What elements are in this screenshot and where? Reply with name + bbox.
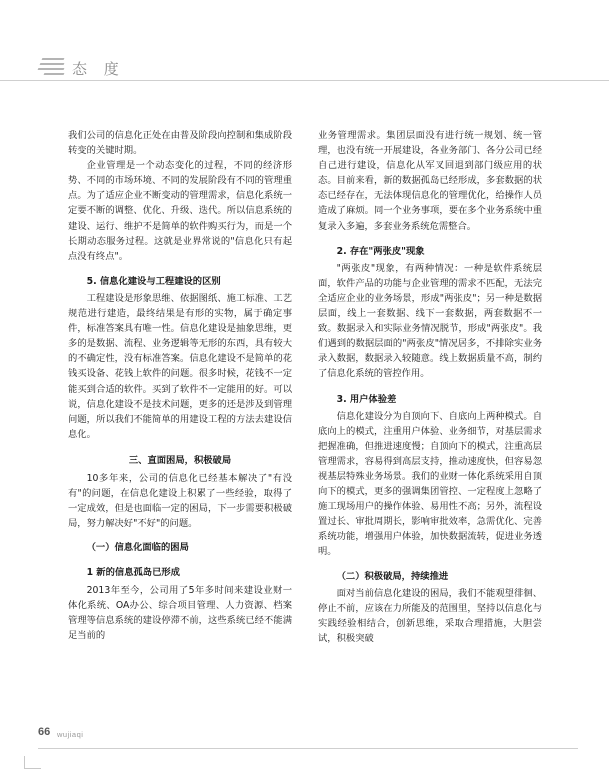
body-paragraph: 信息化建设分为自顶向下、自底向上两种模式。自底向上的模式，注重用户体验、业务细节，对基层需求把握准确，但推进速度慢；自顶向下的模式，注重高层管理需求，容易得到高层支持，推动速度快，但容易忽视基层特殊业务场景。我们的业财一体化系统采用自顶向下的模式，更多的强调集团管控、一定程度上忽略了施工现场用户的操作体验、易用性不高；另外，流程设置过长、审批周期长，影响审批效率，急需优化、完善系统功能，增强用户体验，加快数据流转，促进业务透明。: [318, 410, 542, 558]
body-paragraph: "两张皮"现象，有两种情况：一种是软件系统层面，软件产品的功能与企业管理的需求不匹配，无法完全适应企业的业务场景，形成"两张皮"；另一种是数据层面，线上一套数据、线下一套数据，两套数据不一致。数据录入和实际业务情况脱节，形成"两张皮"。我们遇到的数据层面的"两张皮"情况居多，不排除实业务录入数据，数据录入较随意。线上数据质量不高，制约了信息化系统的管控作用。: [318, 262, 542, 380]
body-paragraph: 5. 信息化建设与工程建设的区别: [86, 275, 221, 287]
page-footer: [38, 726, 578, 750]
header-divider: [0, 80, 609, 81]
stripes-logo-icon: [38, 58, 64, 78]
body-paragraph: 面对当前信息化建设的困局，我们不能观望徘徊、停止不前，应该在力所能及的范围里，坚持以信息化与实践经验相结合，创新思维，采取合理措施，大胆尝试，积极突破: [318, 587, 542, 644]
body-paragraph: 3. 用户体验差: [336, 393, 397, 405]
footer-divider: [38, 748, 578, 749]
page-number: 66: [38, 726, 51, 738]
body-paragraph: （一）信息化面临的困局: [86, 542, 189, 554]
body-paragraph: 1 新的信息孤岛已形成: [86, 567, 180, 579]
body-paragraph: 业务管理需求。集团层面没有进行统一规划、统一管理，也没有统一开展建设，各业务部门、各分公司已经自己进行建设，信息化从军叉回退到部门级应用的状态。目前来看，新的数据孤岛已经形成，多套数据的状态已经存在，无法体现信息化的管理优化，给操作人员造成了麻烦。同一个业务事项，要在多个业务系统中重复录入多遍，多套业务系统危需整合。: [318, 130, 542, 232]
right-text-column: [318, 128, 542, 646]
body-paragraph: 2013年至今，公司用了5年多时间来建设业财一体化系统、OA办公、综合项目管理、人力资源、档案管理等信息系统的建设停滞不前，这些系统已经不能满足当前的: [68, 584, 292, 641]
corner-mark: [24, 756, 41, 769]
left-text-column: [68, 128, 292, 643]
body-paragraph: 10多年来，公司的信息化已经基本解决了"有没有"的问题，在信息化建设上积累了一些经验，取得了一定成效，但是也面临一定的困局，下一步需要积极破局，努力解决好"不好"的问题。: [68, 472, 292, 530]
body-paragraph: 我们公司的信息化正处在由普及阶段向控制和集成阶段转变的关键时期。: [68, 130, 292, 157]
body-paragraph: （二）积极破局，持续推进: [336, 570, 449, 582]
footer-label: wujiaqi: [57, 730, 84, 739]
section-title: 态 度: [72, 60, 125, 78]
body-paragraph: 工程建设是形象思维、依据图纸、施工标准、工艺规范进行建造，最终结果是有形的实物，属于确定事件，标准答案具有唯一性。信息化建设是抽象思维，更多的是数据、流程、业务逻辑等无形的东西，具有较大的不确定性，没有标准答案。信息化建设不是简单的花钱买设备、花钱上软件的问题。很多时候，花钱不一定能买到合适的软件。买到了软件不一定能用的好。可以说，信息化建设不是技术问题，更多的还是涉及到管理问题，所以我们不能简单的用建设工程的方法去建设信息化。: [68, 292, 292, 440]
body-paragraph: 企业管理是一个动态变化的过程，不同的经济形势、不同的市场环境、不同的发展阶段有不同的管理重点。为了适应企业不断变动的管理需求，信息化系统一定要不断的调整、优化、升级、迭代。所以信息系统的建设、运行、维护不是简单的软件购买行为，而是一个长期动态服务过程。这就是业界常说的"信息化只有起点没有终点"。: [68, 160, 292, 262]
body-paragraph: 2. 存在"两张皮"现象: [336, 245, 425, 257]
body-paragraph: 三、直面困局，积极破局: [128, 454, 232, 466]
